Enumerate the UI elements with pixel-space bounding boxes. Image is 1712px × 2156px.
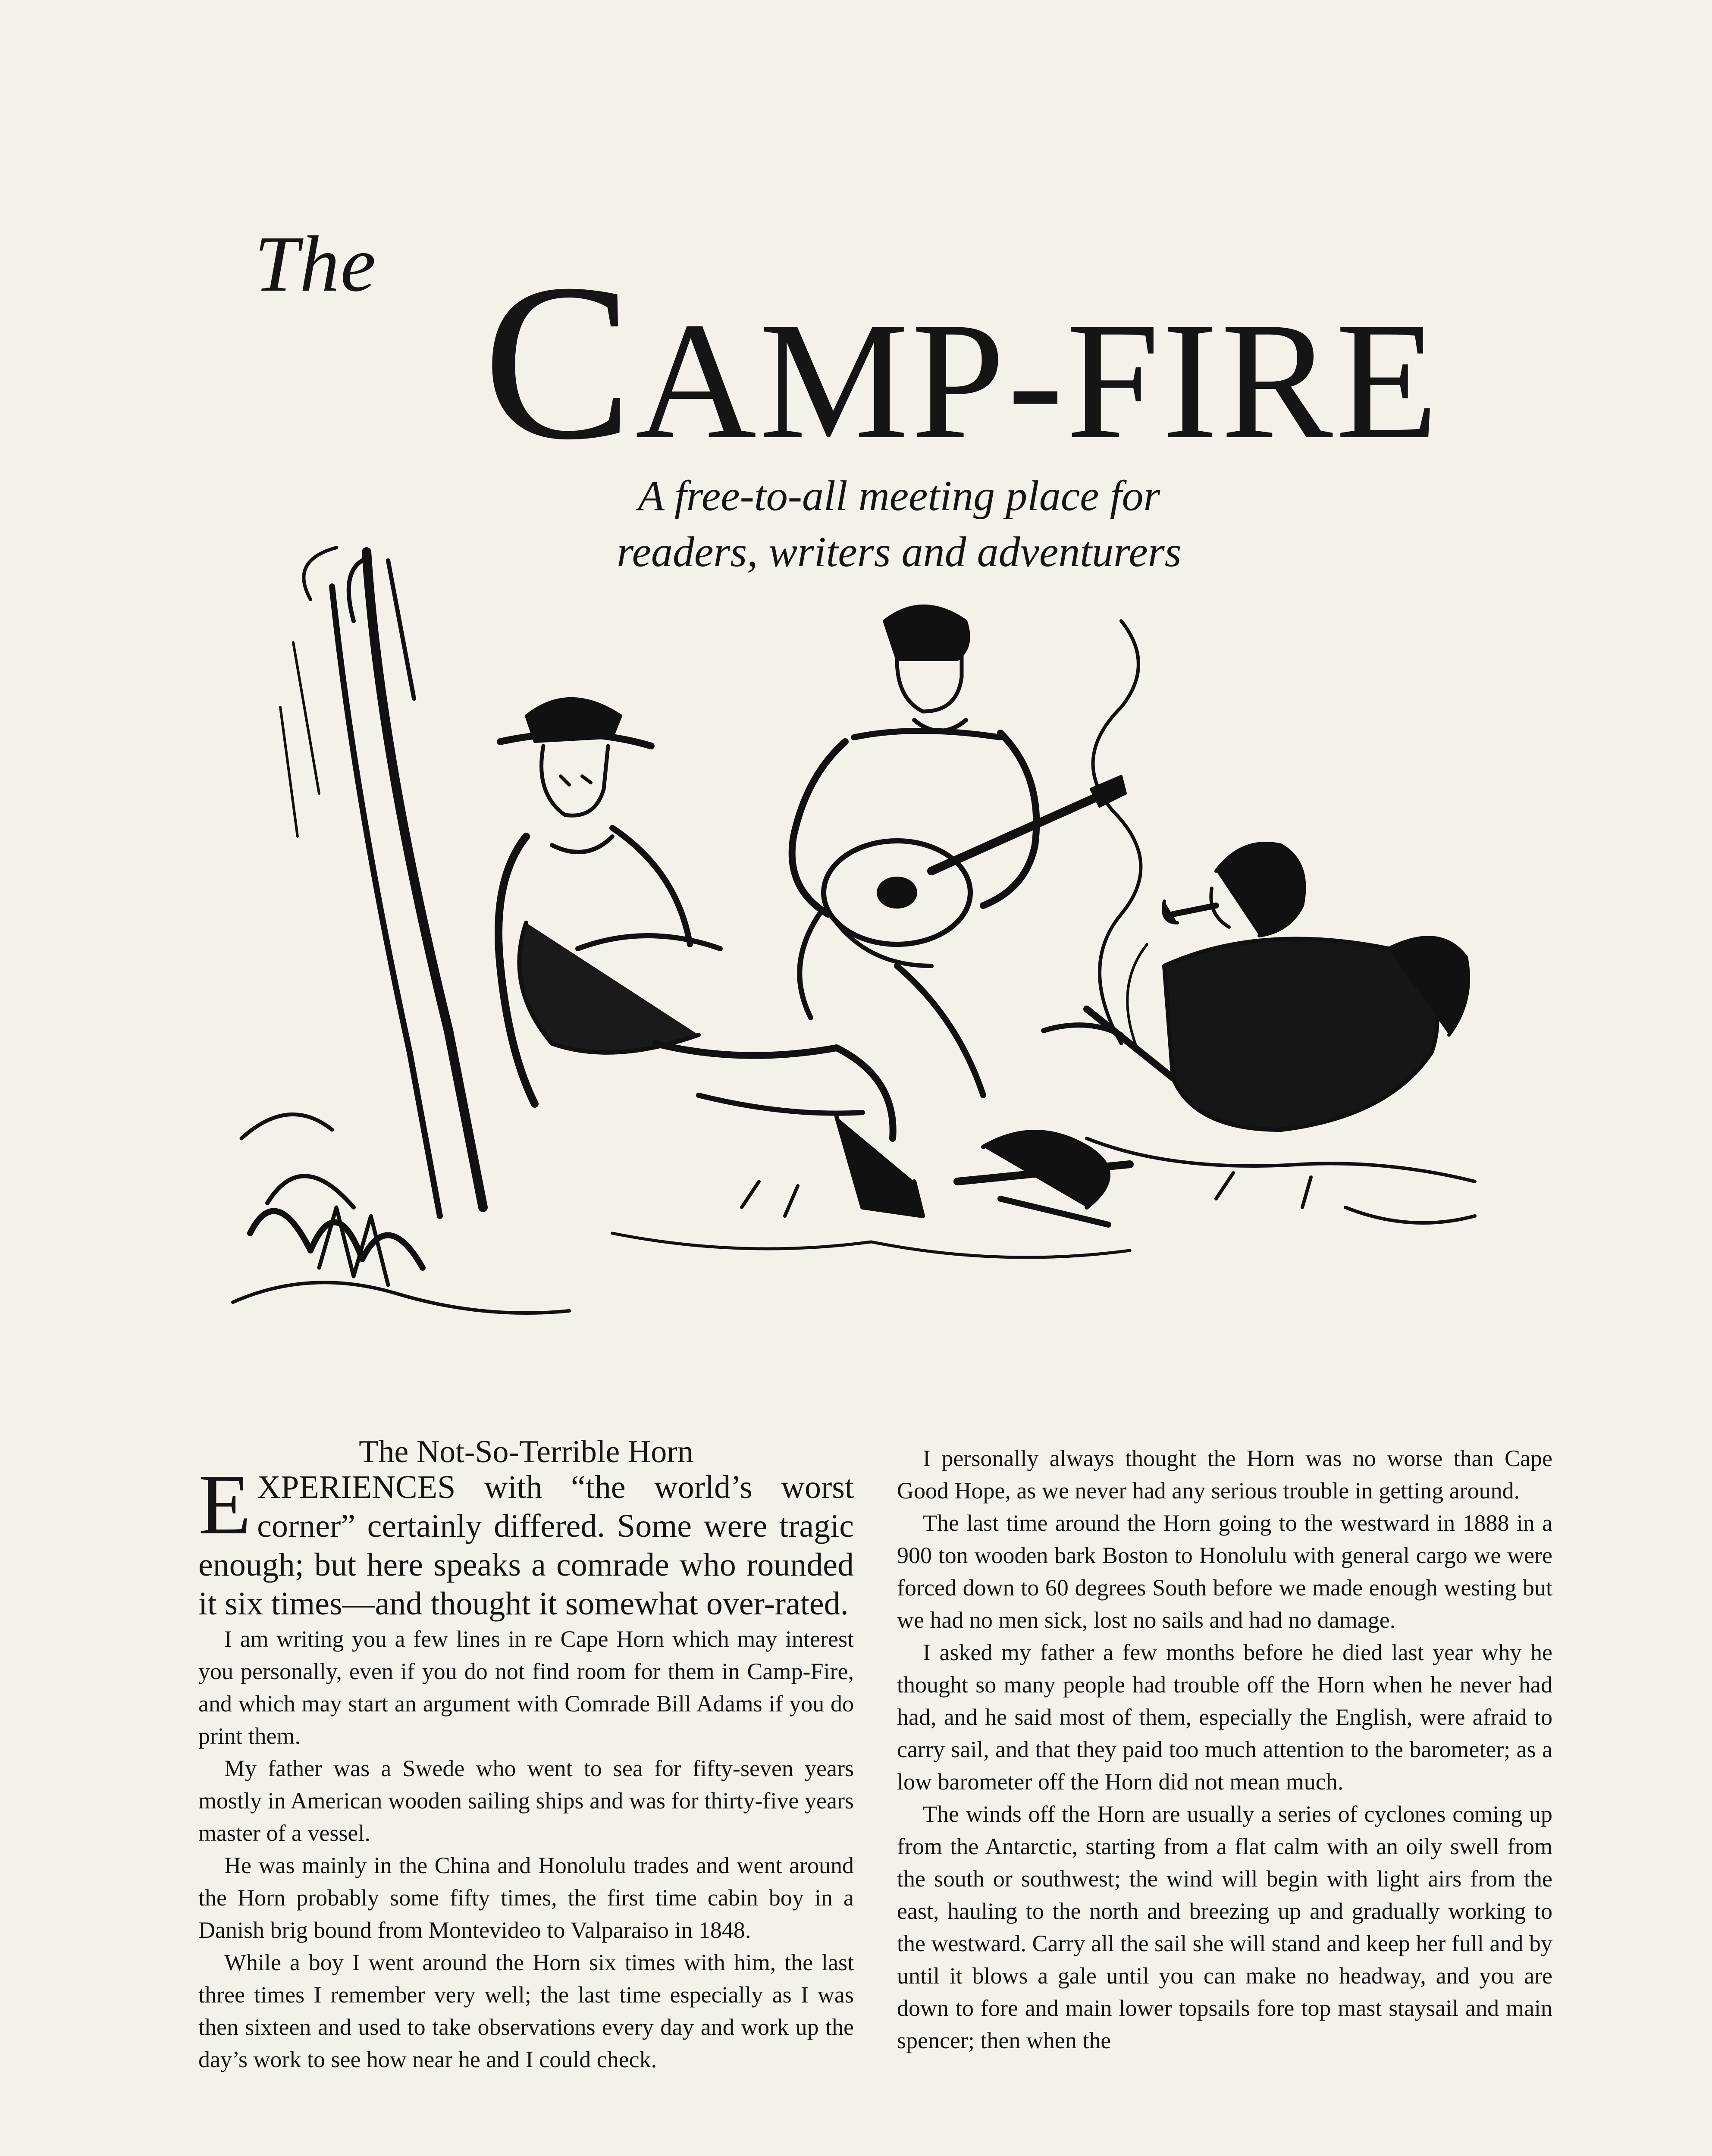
article-intro bbox=[198, 1457, 854, 1623]
intro-text: XPERIENCES with “the world’s worst corner” certainly differed. Some were tragic enough; but here speaks a comrade who rounded it six times—and thought it somewhat over-rated. bbox=[198, 1469, 854, 1622]
article-heading: The Not-So-Terrible Horn bbox=[359, 1434, 693, 1470]
title-initial: C bbox=[483, 238, 635, 486]
subtitle-line-1: A free-to-all meeting place for bbox=[638, 472, 1160, 520]
campfire-illustration bbox=[224, 535, 1518, 1354]
paragraph: The last time around the Horn going to the westward in 1888 in a 900 ton wooden bark Boston to Honolulu with general cargo we were forced down to 60 degrees South before we made enough westing but we had no men sick, lost no sails and had no damage. bbox=[897, 1510, 1552, 1633]
paragraph: I personally always thought the Horn was no worse than Cape Good Hope, as we never had any serious trouble in getting around. bbox=[897, 1445, 1552, 1504]
paragraph: He was mainly in the China and Honolulu trades and went around the Horn probably some fifty times, the first time cabin boy in a Danish brig bound from Montevideo to Valparaiso in 1848. bbox=[198, 1852, 854, 1943]
header-the: The bbox=[254, 220, 377, 308]
paragraph: While a boy I went around the Horn six times with him, the last three times I remember very well; the last time especially as I was then sixteen and used to take observations every day and work up the day’s work to see how near he and I could check. bbox=[198, 1949, 854, 2072]
drop-cap: E bbox=[198, 1457, 251, 1552]
page-title bbox=[483, 238, 1441, 486]
paragraph: I am writing you a few lines in re Cape Horn which may interest you personally, even if you do not find room for them in Camp-Fire, and which may start an argument with Comrade Bill Adams if you do print them. bbox=[198, 1626, 854, 1749]
paragraph: The winds off the Horn are usually a series of cyclones coming up from the Antarctic, starting from a flat calm with an oily swell from the south or southwest; the wind will begin with light airs from the east, hauling to the north and breezing up and gradually working to the westward. Carry all the sail she will stand and keep her full and by until it blows a gale until you can make no headway, and you are down to fore and main lower topsails fore top mast staysail and main spencer; then when the bbox=[897, 1801, 1552, 2053]
paragraph: My father was a Swede who went to sea for fifty-seven years mostly in American wooden sailing ships and was for thirty-five years master of a vessel. bbox=[198, 1755, 854, 1846]
right-column bbox=[897, 1442, 1552, 2057]
subtitle-line-2: readers, writers and adventurers bbox=[617, 528, 1182, 576]
title-rest: AMP-FIRE bbox=[635, 288, 1441, 474]
paragraph: I asked my father a few months before he died last year why he thought so many people had trouble off the Horn when he never had had, and he said most of them, especially the English, were afraid to carry sail, and that they paid too much attention to the barometer; as a low barometer off the Horn did not mean much. bbox=[897, 1639, 1552, 1795]
left-column bbox=[198, 1436, 854, 2076]
